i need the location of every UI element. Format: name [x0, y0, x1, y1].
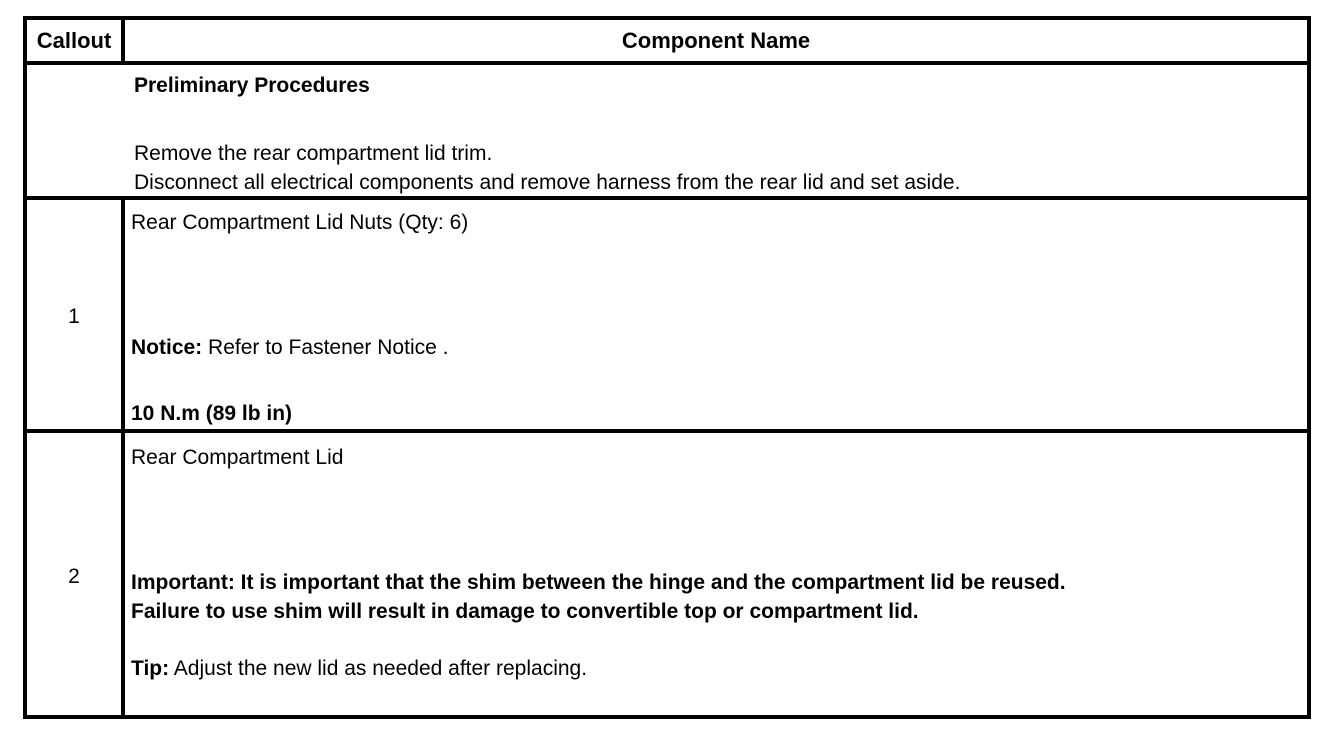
table-row [27, 196, 1307, 433]
callout-number: 1 [68, 305, 80, 328]
header-callout-cell [27, 20, 125, 61]
preliminary-title: Preliminary Procedures [134, 74, 370, 97]
callout-cell [27, 200, 125, 433]
tip-line [131, 658, 587, 679]
component-cell [125, 433, 1307, 719]
table-row [27, 429, 1307, 719]
preliminary-row [27, 61, 1307, 200]
header-callout-label: Callout [36, 27, 112, 53]
important-line-2: Failure to use shim will result in damage to convertible top or compartment lid. [131, 600, 919, 623]
preliminary-step-2: Disconnect all electrical components and remove harness from the rear lid and set aside. [134, 171, 961, 194]
procedure-table [23, 16, 1311, 719]
component-name: Rear Compartment Lid Nuts (Qty: 6) [131, 211, 469, 234]
component-cell [125, 200, 1307, 433]
tip-text: Adjust the new lid as needed after replacing. [169, 657, 588, 680]
torque-spec: 10 N.m (89 lb in) [131, 402, 293, 425]
preliminary-cell [125, 65, 1307, 200]
callout-cell [27, 433, 125, 719]
notice-line [131, 337, 448, 358]
notice-text: Refer to Fastener Notice . [202, 336, 449, 359]
header-component-label: Component Name [621, 27, 811, 53]
header-component-cell [125, 20, 1307, 61]
important-line-1: Important: It is important that the shim between the hinge and the compartment lid be reused. [131, 571, 1066, 594]
component-name: Rear Compartment Lid [131, 446, 344, 469]
tip-label: Tip: [131, 657, 170, 680]
notice-label: Notice: [131, 336, 203, 359]
preliminary-step-1: Remove the rear compartment lid trim. [134, 142, 493, 165]
callout-number: 2 [68, 565, 80, 588]
header-row [27, 20, 1307, 61]
